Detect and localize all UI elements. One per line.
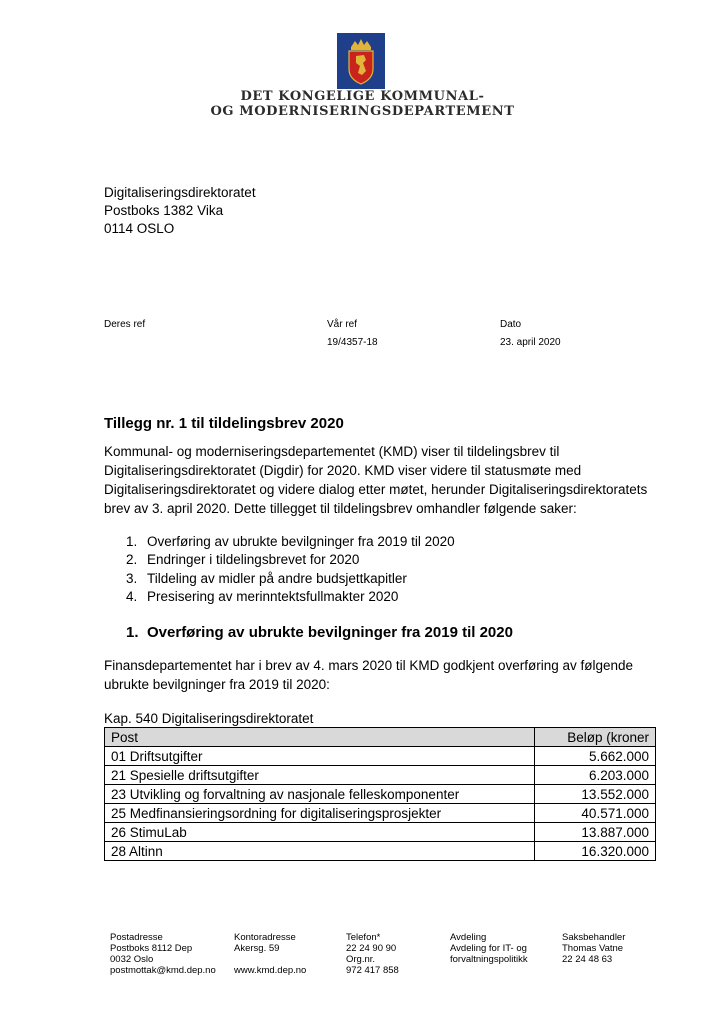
department-name-line1: DET KONGELIGE KOMMUNAL- (240, 89, 485, 104)
footer-case-officer: Saksbehandler Thomas Vatne 22 24 48 63 (562, 932, 626, 965)
intro-paragraph (104, 442, 664, 518)
footer-department: Avdeling Avdeling for IT- og forvaltningspolitikk (450, 932, 528, 965)
deres-ref-label: Deres ref (104, 319, 146, 330)
footer-office-address: Kontoradresse Akersg. 59 www.kmd.dep.no (234, 932, 307, 976)
var-ref-label: Vår ref (327, 319, 358, 330)
recipient-name: Digitaliseringsdirektoratet (104, 185, 256, 200)
recipient-postbox: Postboks 1382 Vika (104, 203, 224, 218)
table-row (105, 823, 656, 842)
post-column-header: Post (105, 728, 535, 747)
post-cell: 26 StimuLab (105, 823, 535, 842)
list-item: 2. Endringer i tildelingsbrevet for 2020 (126, 552, 360, 567)
amount-cell: 13.887.000 (535, 823, 656, 842)
amount-cell: 40.571.000 (535, 804, 656, 823)
footer-phone: Telefon* 22 24 90 90 Org.nr. 972 417 858 (346, 932, 399, 976)
section-line: ubrukte bevilgninger fra 2019 til 2020: (104, 677, 330, 692)
table-row (105, 785, 656, 804)
table-row (105, 842, 656, 861)
amount-column-header: Beløp (kroner (535, 728, 656, 747)
var-ref-value: 19/4357-18 (327, 337, 378, 348)
amount-cell: 13.552.000 (535, 785, 656, 804)
intro-line: Digitaliseringsdirektoratet (Digdir) for 2020. KMD viser videre til statusmøte med (104, 463, 582, 478)
post-cell: 25 Medfinansieringsordning for digitaliseringsprosjekter (105, 804, 535, 823)
post-cell: 21 Spesielle driftsutgifter (105, 766, 535, 785)
table-header-row (105, 728, 656, 747)
list-item: 1. Overføring av ubrukte bevilgninger fra 2019 til 2020 (126, 534, 455, 549)
post-cell: 28 Altinn (105, 842, 535, 861)
appropriation-table (104, 727, 656, 861)
post-cell: 01 Driftsutgifter (105, 747, 535, 766)
intro-line: brev av 3. april 2020. Dette tillegget til tildelingsbrev omhandler følgende saker: (104, 501, 577, 516)
amount-cell: 5.662.000 (535, 747, 656, 766)
section-paragraph (104, 656, 664, 694)
recipient-postcode: 0114 OSLO (104, 221, 175, 236)
intro-line: Digitaliseringsdirektoratet og videre dialog etter møtet, herunder Digitaliseringsdirektoratets (104, 482, 648, 497)
table-caption: Kap. 540 Digitaliseringsdirektoratet (104, 711, 314, 726)
section-line: Finansdepartementet har i brev av 4. mars 2020 til KMD godkjent overføring av følgende (104, 658, 634, 673)
table-row (105, 766, 656, 785)
footer-email-link[interactable]: postmottak@kmd.dep.no (110, 965, 216, 976)
coat-of-arms-logo (337, 33, 385, 89)
footer-website-link[interactable]: www.kmd.dep.no (234, 965, 307, 976)
list-item: 4. Presisering av merinntektsfullmakter 2020 (126, 589, 399, 604)
footer-postal-address: Postadresse Postboks 8112 Dep 0032 Oslo postmottak@kmd.dep.no (110, 932, 216, 976)
post-cell: 23 Utvikling og forvaltning av nasjonale felleskomponenter (105, 785, 535, 804)
section-heading: 1. Overføring av ubrukte bevilgninger fra 2019 til 2020 (126, 624, 513, 641)
amount-cell: 6.203.000 (535, 766, 656, 785)
amount-cell: 16.320.000 (535, 842, 656, 861)
table-row (105, 747, 656, 766)
intro-line: Kommunal- og moderniseringsdepartementet (KMD) viser til tildelingsbrev til (104, 444, 560, 459)
department-name-line2: OG MODERNISERINGSDEPARTEMENT (210, 104, 515, 119)
list-item: 3. Tildeling av midler på andre budsjettkapitler (126, 571, 407, 586)
letter-title: Tillegg nr. 1 til tildelingsbrev 2020 (104, 415, 344, 432)
dato-value: 23. april 2020 (500, 337, 561, 348)
norwegian-coat-of-arms-icon (337, 33, 385, 89)
table-row (105, 804, 656, 823)
dato-label: Dato (500, 319, 522, 330)
